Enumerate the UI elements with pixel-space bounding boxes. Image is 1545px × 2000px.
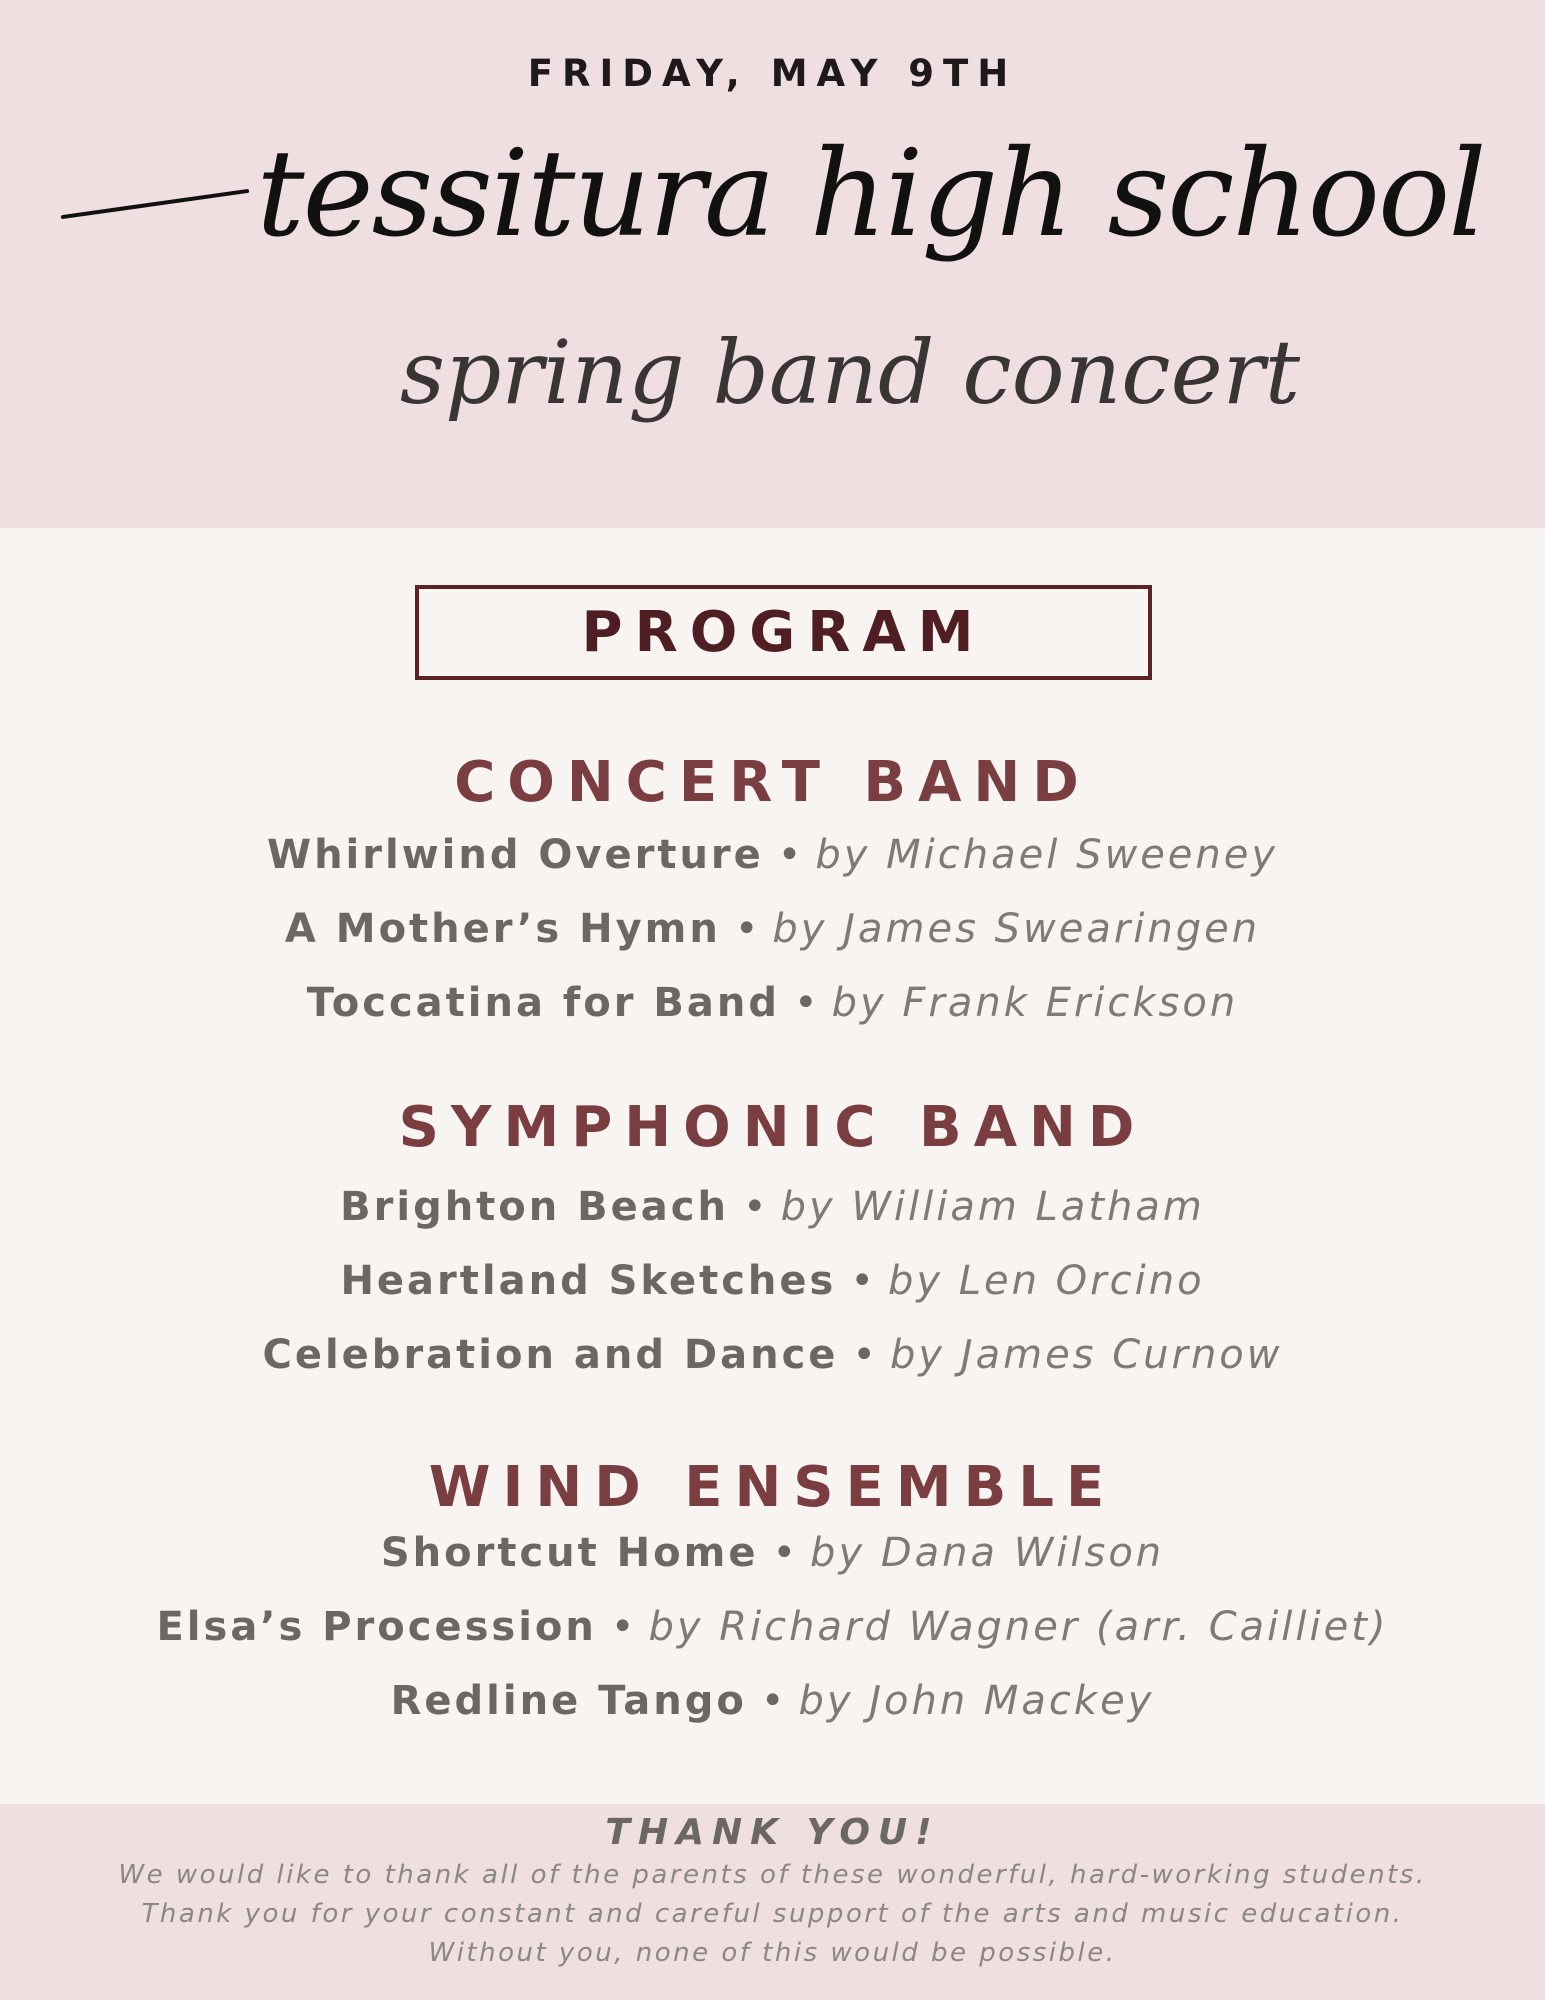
list-item bbox=[0, 1530, 1545, 1576]
piece-name: Shortcut Home bbox=[380, 1530, 759, 1576]
piece-name: Celebration and Dance bbox=[262, 1332, 839, 1378]
separator: • bbox=[772, 1530, 797, 1576]
thank-you-line: Without you, none of this would be possible. bbox=[428, 1938, 1117, 1968]
piece-composer: by William Latham bbox=[780, 1184, 1205, 1230]
piece-composer: by Frank Erickson bbox=[831, 980, 1239, 1026]
swash-decoration bbox=[61, 189, 250, 219]
thank-you-line: Thank you for your constant and careful support of the arts and music education. bbox=[141, 1899, 1404, 1929]
piece-composer: by Michael Sweeney bbox=[815, 832, 1279, 878]
list-item bbox=[0, 832, 1545, 878]
piece-composer: by Richard Wagner (arr. Cailliet) bbox=[648, 1604, 1389, 1650]
separator: • bbox=[777, 832, 802, 878]
separator: • bbox=[760, 1678, 785, 1724]
piece-composer: by James Curnow bbox=[890, 1332, 1283, 1378]
separator: • bbox=[852, 1332, 877, 1378]
piece-name: Elsa’s Procession bbox=[156, 1604, 597, 1650]
section-title-concert-band: CONCERT BAND bbox=[454, 750, 1091, 815]
school-name-text: tessitura high school bbox=[256, 125, 1485, 264]
school-name bbox=[0, 120, 1545, 270]
piece-name: Toccatina for Band bbox=[306, 980, 780, 1026]
list-item bbox=[0, 1258, 1545, 1304]
piece-composer: by James Swearingen bbox=[772, 906, 1261, 952]
separator: • bbox=[850, 1258, 874, 1304]
piece-name: Brighton Beach bbox=[340, 1184, 729, 1230]
piece-composer: by Dana Wilson bbox=[810, 1530, 1165, 1576]
piece-name: Whirlwind Overture bbox=[266, 832, 764, 878]
separator: • bbox=[794, 980, 818, 1026]
list-item bbox=[0, 980, 1545, 1026]
piece-name: A Mother’s Hymn bbox=[284, 906, 721, 952]
separator: • bbox=[742, 1184, 767, 1230]
concert-date: FRIDAY, MAY 9TH bbox=[527, 52, 1018, 95]
event-name: spring band concert bbox=[399, 321, 1301, 424]
separator: • bbox=[610, 1604, 635, 1650]
separator: • bbox=[734, 906, 759, 952]
thank-you-heading: THANK YOU! bbox=[605, 1812, 940, 1853]
list-item bbox=[0, 1678, 1545, 1724]
section-title-wind-ensemble: WIND ENSEMBLE bbox=[428, 1455, 1117, 1520]
thank-you-line: We would like to thank all of the parents of these wonderful, hard-working students. bbox=[118, 1860, 1427, 1890]
program-heading: PROGRAM bbox=[415, 585, 1152, 680]
piece-composer: by John Mackey bbox=[798, 1678, 1155, 1724]
list-item bbox=[0, 1332, 1545, 1378]
piece-name: Redline Tango bbox=[390, 1678, 747, 1724]
list-item bbox=[0, 1184, 1545, 1230]
list-item bbox=[0, 906, 1545, 952]
piece-composer: by Len Orcino bbox=[887, 1258, 1205, 1304]
section-title-symphonic-band: SYMPHONIC BAND bbox=[398, 1095, 1147, 1160]
list-item bbox=[0, 1604, 1545, 1650]
piece-name: Heartland Sketches bbox=[340, 1258, 837, 1304]
